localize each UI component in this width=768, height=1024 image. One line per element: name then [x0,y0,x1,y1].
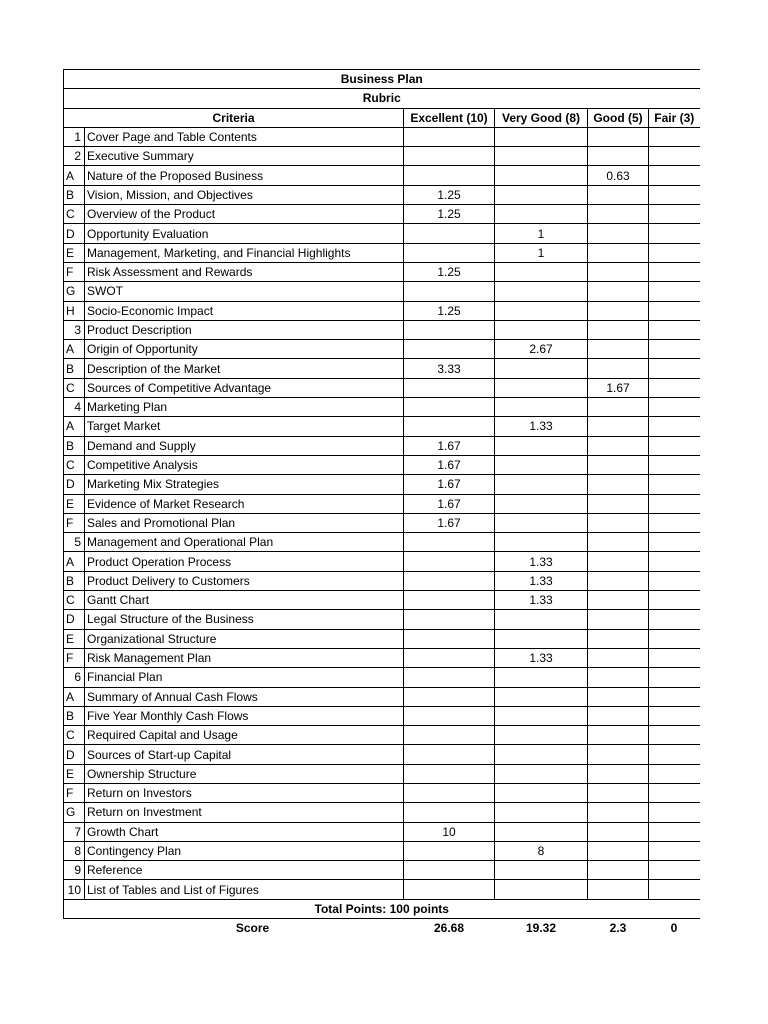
score-cell-fair [649,282,700,301]
row-criteria: Return on Investment [85,803,404,822]
score-cell-good [588,127,649,146]
score-cell-fair [649,320,700,339]
header-excellent: Excellent (10) [404,108,495,127]
row-number: 4 [64,398,85,417]
score-cell-fair [649,861,700,880]
subtitle-row [64,89,700,108]
table-row [64,841,700,860]
row-criteria: Nature of the Proposed Business [85,166,404,185]
score-cell-good [588,262,649,281]
table-row [64,436,700,455]
table-row [64,262,700,281]
score-cell-good [588,417,649,436]
score-cell-excellent [404,571,495,590]
row-letter: A [64,340,85,359]
table-row [64,706,700,725]
score-cell-very-good [495,301,588,320]
score-cell-fair [649,127,700,146]
row-criteria: Marketing Plan [85,398,404,417]
score-cell-fair [649,205,700,224]
score-cell-excellent [404,282,495,301]
row-criteria: List of Tables and List of Figures [85,880,404,899]
table-row [64,494,700,513]
score-cell-very-good [495,629,588,648]
score-cell-excellent [404,783,495,802]
row-criteria: Overview of the Product [85,205,404,224]
score-cell-good [588,880,649,899]
score-cell-very-good [495,282,588,301]
row-number: 9 [64,861,85,880]
row-criteria: SWOT [85,282,404,301]
score-cell-good [588,436,649,455]
score-cell-fair [649,475,700,494]
header-fair: Fair (3) [649,108,700,127]
score-cell-good [588,764,649,783]
score-cell-fair [649,745,700,764]
row-letter: D [64,745,85,764]
table-row [64,822,700,841]
score-cell-good [588,687,649,706]
row-letter: B [64,359,85,378]
score-cell-very-good [495,861,588,880]
table-row [64,668,700,687]
row-letter: D [64,224,85,243]
score-cell-excellent [404,166,495,185]
row-criteria: Management, Marketing, and Financial Highlights [85,243,404,262]
row-criteria: Gantt Chart [85,591,404,610]
score-cell-good [588,745,649,764]
score-cell-fair [649,494,700,513]
table-row [64,398,700,417]
score-cell-excellent [404,147,495,166]
table-row [64,764,700,783]
table-row [64,475,700,494]
score-cell-very-good [495,436,588,455]
score-cell-very-good: 1.33 [495,417,588,436]
score-cell-fair [649,513,700,532]
table-row [64,359,700,378]
table-row [64,301,700,320]
score-cell-good [588,340,649,359]
score-cell-good: 0.63 [588,166,649,185]
score-cell-fair [649,591,700,610]
table-row [64,185,700,204]
score-cell-excellent: 1.67 [404,436,495,455]
score-cell-excellent [404,243,495,262]
score-cell-fair [649,398,700,417]
score-cell-excellent: 1.25 [404,262,495,281]
score-cell-good [588,398,649,417]
table-row [64,340,700,359]
score-cell-excellent [404,320,495,339]
score-cell-good [588,147,649,166]
score-cell-very-good [495,803,588,822]
score-cell-very-good [495,822,588,841]
score-cell-fair [649,147,700,166]
score-cell-good: 1.67 [588,378,649,397]
row-letter: D [64,475,85,494]
score-cell-excellent [404,745,495,764]
score-cell-very-good: 1 [495,224,588,243]
score-cell-good [588,629,649,648]
score-cell-very-good [495,880,588,899]
score-cell-very-good [495,533,588,552]
score-cell-very-good [495,262,588,281]
score-cell-very-good [495,475,588,494]
score-cell-very-good: 1.33 [495,552,588,571]
score-cell-good [588,648,649,667]
score-cell-excellent: 3.33 [404,359,495,378]
score-cell-excellent [404,629,495,648]
score-cell-good [588,243,649,262]
score-cell-fair [649,359,700,378]
score-cell-fair [649,224,700,243]
score-cell-very-good: 1.33 [495,648,588,667]
table-row [64,880,700,899]
score-cell-fair [649,841,700,860]
score-cell-excellent [404,668,495,687]
row-criteria: Evidence of Market Research [85,494,404,513]
row-criteria: Executive Summary [85,147,404,166]
score-cell-good [588,224,649,243]
row-criteria: Return on Investors [85,783,404,802]
score-cell-very-good: 1 [495,243,588,262]
score-cell-fair [649,610,700,629]
score-cell-excellent [404,398,495,417]
table-row [64,147,700,166]
document-subtitle: Rubric [64,89,700,108]
table-row [64,629,700,648]
row-number: 3 [64,320,85,339]
table-row [64,320,700,339]
score-cell-good [588,455,649,474]
score-cell-fair [649,243,700,262]
row-criteria: Description of the Market [85,359,404,378]
row-criteria: Vision, Mission, and Objectives [85,185,404,204]
score-cell-good [588,552,649,571]
row-criteria: Required Capital and Usage [85,726,404,745]
row-letter: E [64,629,85,648]
row-criteria: Marketing Mix Strategies [85,475,404,494]
score-cell-excellent [404,340,495,359]
score-cell-very-good [495,668,588,687]
row-number: 7 [64,822,85,841]
score-cell-good [588,783,649,802]
score-cell-excellent [404,417,495,436]
score-cell-fair [649,436,700,455]
table-row [64,166,700,185]
score-cell-good [588,591,649,610]
score-cell-good [588,320,649,339]
row-letter: F [64,783,85,802]
row-criteria: Competitive Analysis [85,455,404,474]
score-cell-fair [649,301,700,320]
row-letter: C [64,726,85,745]
table-row [64,417,700,436]
score-cell-very-good [495,166,588,185]
row-criteria: Growth Chart [85,822,404,841]
table-row [64,282,700,301]
row-letter: C [64,455,85,474]
row-letter: C [64,378,85,397]
score-cell-very-good [495,706,588,725]
score-cell-excellent [404,533,495,552]
score-cell-good [588,726,649,745]
row-criteria: Legal Structure of the Business [85,610,404,629]
score-cell-fair [649,417,700,436]
score-cell-very-good [495,398,588,417]
row-letter: H [64,301,85,320]
score-cell-very-good [495,205,588,224]
score-cell-very-good: 1.33 [495,571,588,590]
row-criteria: Product Operation Process [85,552,404,571]
row-letter: E [64,243,85,262]
score-cell-fair [649,629,700,648]
score-total-fair: 0 [649,919,700,938]
row-criteria: Product Delivery to Customers [85,571,404,590]
score-cell-good [588,513,649,532]
score-cell-very-good [495,513,588,532]
score-cell-excellent [404,610,495,629]
score-cell-excellent: 1.25 [404,301,495,320]
score-cell-very-good [495,494,588,513]
score-cell-fair [649,764,700,783]
table-row [64,513,700,532]
row-criteria: Sales and Promotional Plan [85,513,404,532]
score-cell-fair [649,378,700,397]
row-letter: A [64,552,85,571]
score-cell-good [588,185,649,204]
score-cell-fair [649,822,700,841]
row-number: 1 [64,127,85,146]
score-cell-fair [649,726,700,745]
table-row [64,533,700,552]
header-good: Good (5) [588,108,649,127]
score-total-excellent: 26.68 [404,919,495,938]
score-cell-excellent [404,861,495,880]
score-cell-good [588,706,649,725]
score-cell-fair [649,185,700,204]
score-cell-very-good [495,610,588,629]
row-number: 5 [64,533,85,552]
score-cell-fair [649,455,700,474]
score-cell-very-good [495,147,588,166]
score-cell-excellent [404,378,495,397]
score-total-very-good: 19.32 [495,919,588,938]
header-criteria: Criteria [64,108,404,127]
score-cell-excellent [404,552,495,571]
row-letter: E [64,764,85,783]
score-cell-excellent [404,764,495,783]
score-cell-very-good [495,455,588,474]
row-criteria: Sources of Start-up Capital [85,745,404,764]
score-cell-good [588,205,649,224]
row-letter: E [64,494,85,513]
rubric-table [63,69,700,937]
score-cell-good [588,494,649,513]
row-criteria: Reference [85,861,404,880]
table-row [64,224,700,243]
score-cell-excellent [404,687,495,706]
row-criteria: Opportunity Evaluation [85,224,404,243]
score-cell-excellent: 1.67 [404,494,495,513]
row-criteria: Financial Plan [85,668,404,687]
row-letter: B [64,571,85,590]
score-cell-excellent [404,127,495,146]
title-row [64,70,700,89]
row-letter: B [64,706,85,725]
score-row [64,919,700,938]
row-letter: A [64,687,85,706]
score-cell-fair [649,533,700,552]
row-number: 6 [64,668,85,687]
row-number: 8 [64,841,85,860]
score-cell-fair [649,783,700,802]
score-cell-fair [649,880,700,899]
score-cell-good [588,610,649,629]
row-criteria: Contingency Plan [85,841,404,860]
table-row [64,243,700,262]
header-very-good: Very Good (8) [495,108,588,127]
score-cell-fair [649,706,700,725]
score-cell-excellent: 1.67 [404,455,495,474]
score-cell-excellent: 1.25 [404,185,495,204]
row-letter: B [64,436,85,455]
row-criteria: Summary of Annual Cash Flows [85,687,404,706]
score-label: Score [64,919,404,938]
score-cell-very-good [495,378,588,397]
score-cell-good [588,571,649,590]
row-letter: G [64,803,85,822]
total-points: Total Points: 100 points [64,899,700,918]
score-cell-very-good [495,127,588,146]
row-letter: F [64,648,85,667]
table-row [64,687,700,706]
score-cell-good [588,668,649,687]
row-criteria: Product Description [85,320,404,339]
score-cell-fair [649,340,700,359]
table-row [64,591,700,610]
score-cell-fair [649,166,700,185]
score-cell-excellent [404,803,495,822]
score-cell-excellent: 10 [404,822,495,841]
table-row [64,127,700,146]
score-cell-fair [649,571,700,590]
row-criteria: Socio-Economic Impact [85,301,404,320]
row-letter: C [64,591,85,610]
table-row [64,861,700,880]
row-criteria: Risk Assessment and Rewards [85,262,404,281]
row-number: 10 [64,880,85,899]
score-cell-fair [649,262,700,281]
row-criteria: Origin of Opportunity [85,340,404,359]
score-cell-good [588,861,649,880]
row-criteria: Demand and Supply [85,436,404,455]
score-cell-very-good [495,764,588,783]
row-letter: F [64,513,85,532]
table-row [64,205,700,224]
score-cell-fair [649,668,700,687]
row-criteria: Sources of Competitive Advantage [85,378,404,397]
row-letter: A [64,166,85,185]
score-cell-excellent: 1.67 [404,513,495,532]
table-row [64,378,700,397]
document-title: Business Plan [64,70,700,89]
row-criteria: Five Year Monthly Cash Flows [85,706,404,725]
header-row [64,108,700,127]
score-cell-excellent: 1.67 [404,475,495,494]
table-row [64,648,700,667]
score-cell-fair [649,687,700,706]
score-cell-very-good: 1.33 [495,591,588,610]
row-criteria: Cover Page and Table Contents [85,127,404,146]
score-cell-good [588,475,649,494]
score-cell-very-good [495,185,588,204]
table-row [64,803,700,822]
score-cell-good [588,301,649,320]
row-letter: F [64,262,85,281]
row-letter: C [64,205,85,224]
score-cell-excellent [404,726,495,745]
table-row [64,745,700,764]
score-cell-excellent: 1.25 [404,205,495,224]
row-letter: G [64,282,85,301]
table-row [64,552,700,571]
row-letter: B [64,185,85,204]
row-letter: A [64,417,85,436]
score-cell-very-good [495,745,588,764]
score-cell-very-good [495,726,588,745]
score-cell-excellent [404,591,495,610]
score-cell-fair [649,552,700,571]
score-cell-very-good: 2.67 [495,340,588,359]
score-cell-good [588,282,649,301]
score-cell-good [588,803,649,822]
row-criteria: Organizational Structure [85,629,404,648]
table-row [64,455,700,474]
score-cell-very-good [495,359,588,378]
score-cell-good [588,841,649,860]
total-row [64,899,700,918]
score-cell-very-good [495,320,588,339]
score-cell-fair [649,803,700,822]
row-number: 2 [64,147,85,166]
score-cell-very-good [495,687,588,706]
row-letter: D [64,610,85,629]
row-criteria: Ownership Structure [85,764,404,783]
score-cell-excellent [404,224,495,243]
score-cell-excellent [404,648,495,667]
table-row [64,610,700,629]
row-criteria: Management and Operational Plan [85,533,404,552]
table-row [64,726,700,745]
row-criteria: Risk Management Plan [85,648,404,667]
score-cell-very-good [495,783,588,802]
table-row [64,571,700,590]
score-cell-good [588,359,649,378]
score-cell-fair [649,648,700,667]
table-row [64,783,700,802]
score-cell-excellent [404,841,495,860]
row-criteria: Target Market [85,417,404,436]
score-cell-excellent [404,880,495,899]
score-cell-excellent [404,706,495,725]
score-cell-good [588,533,649,552]
score-cell-good [588,822,649,841]
score-total-good: 2.3 [588,919,649,938]
score-cell-very-good: 8 [495,841,588,860]
